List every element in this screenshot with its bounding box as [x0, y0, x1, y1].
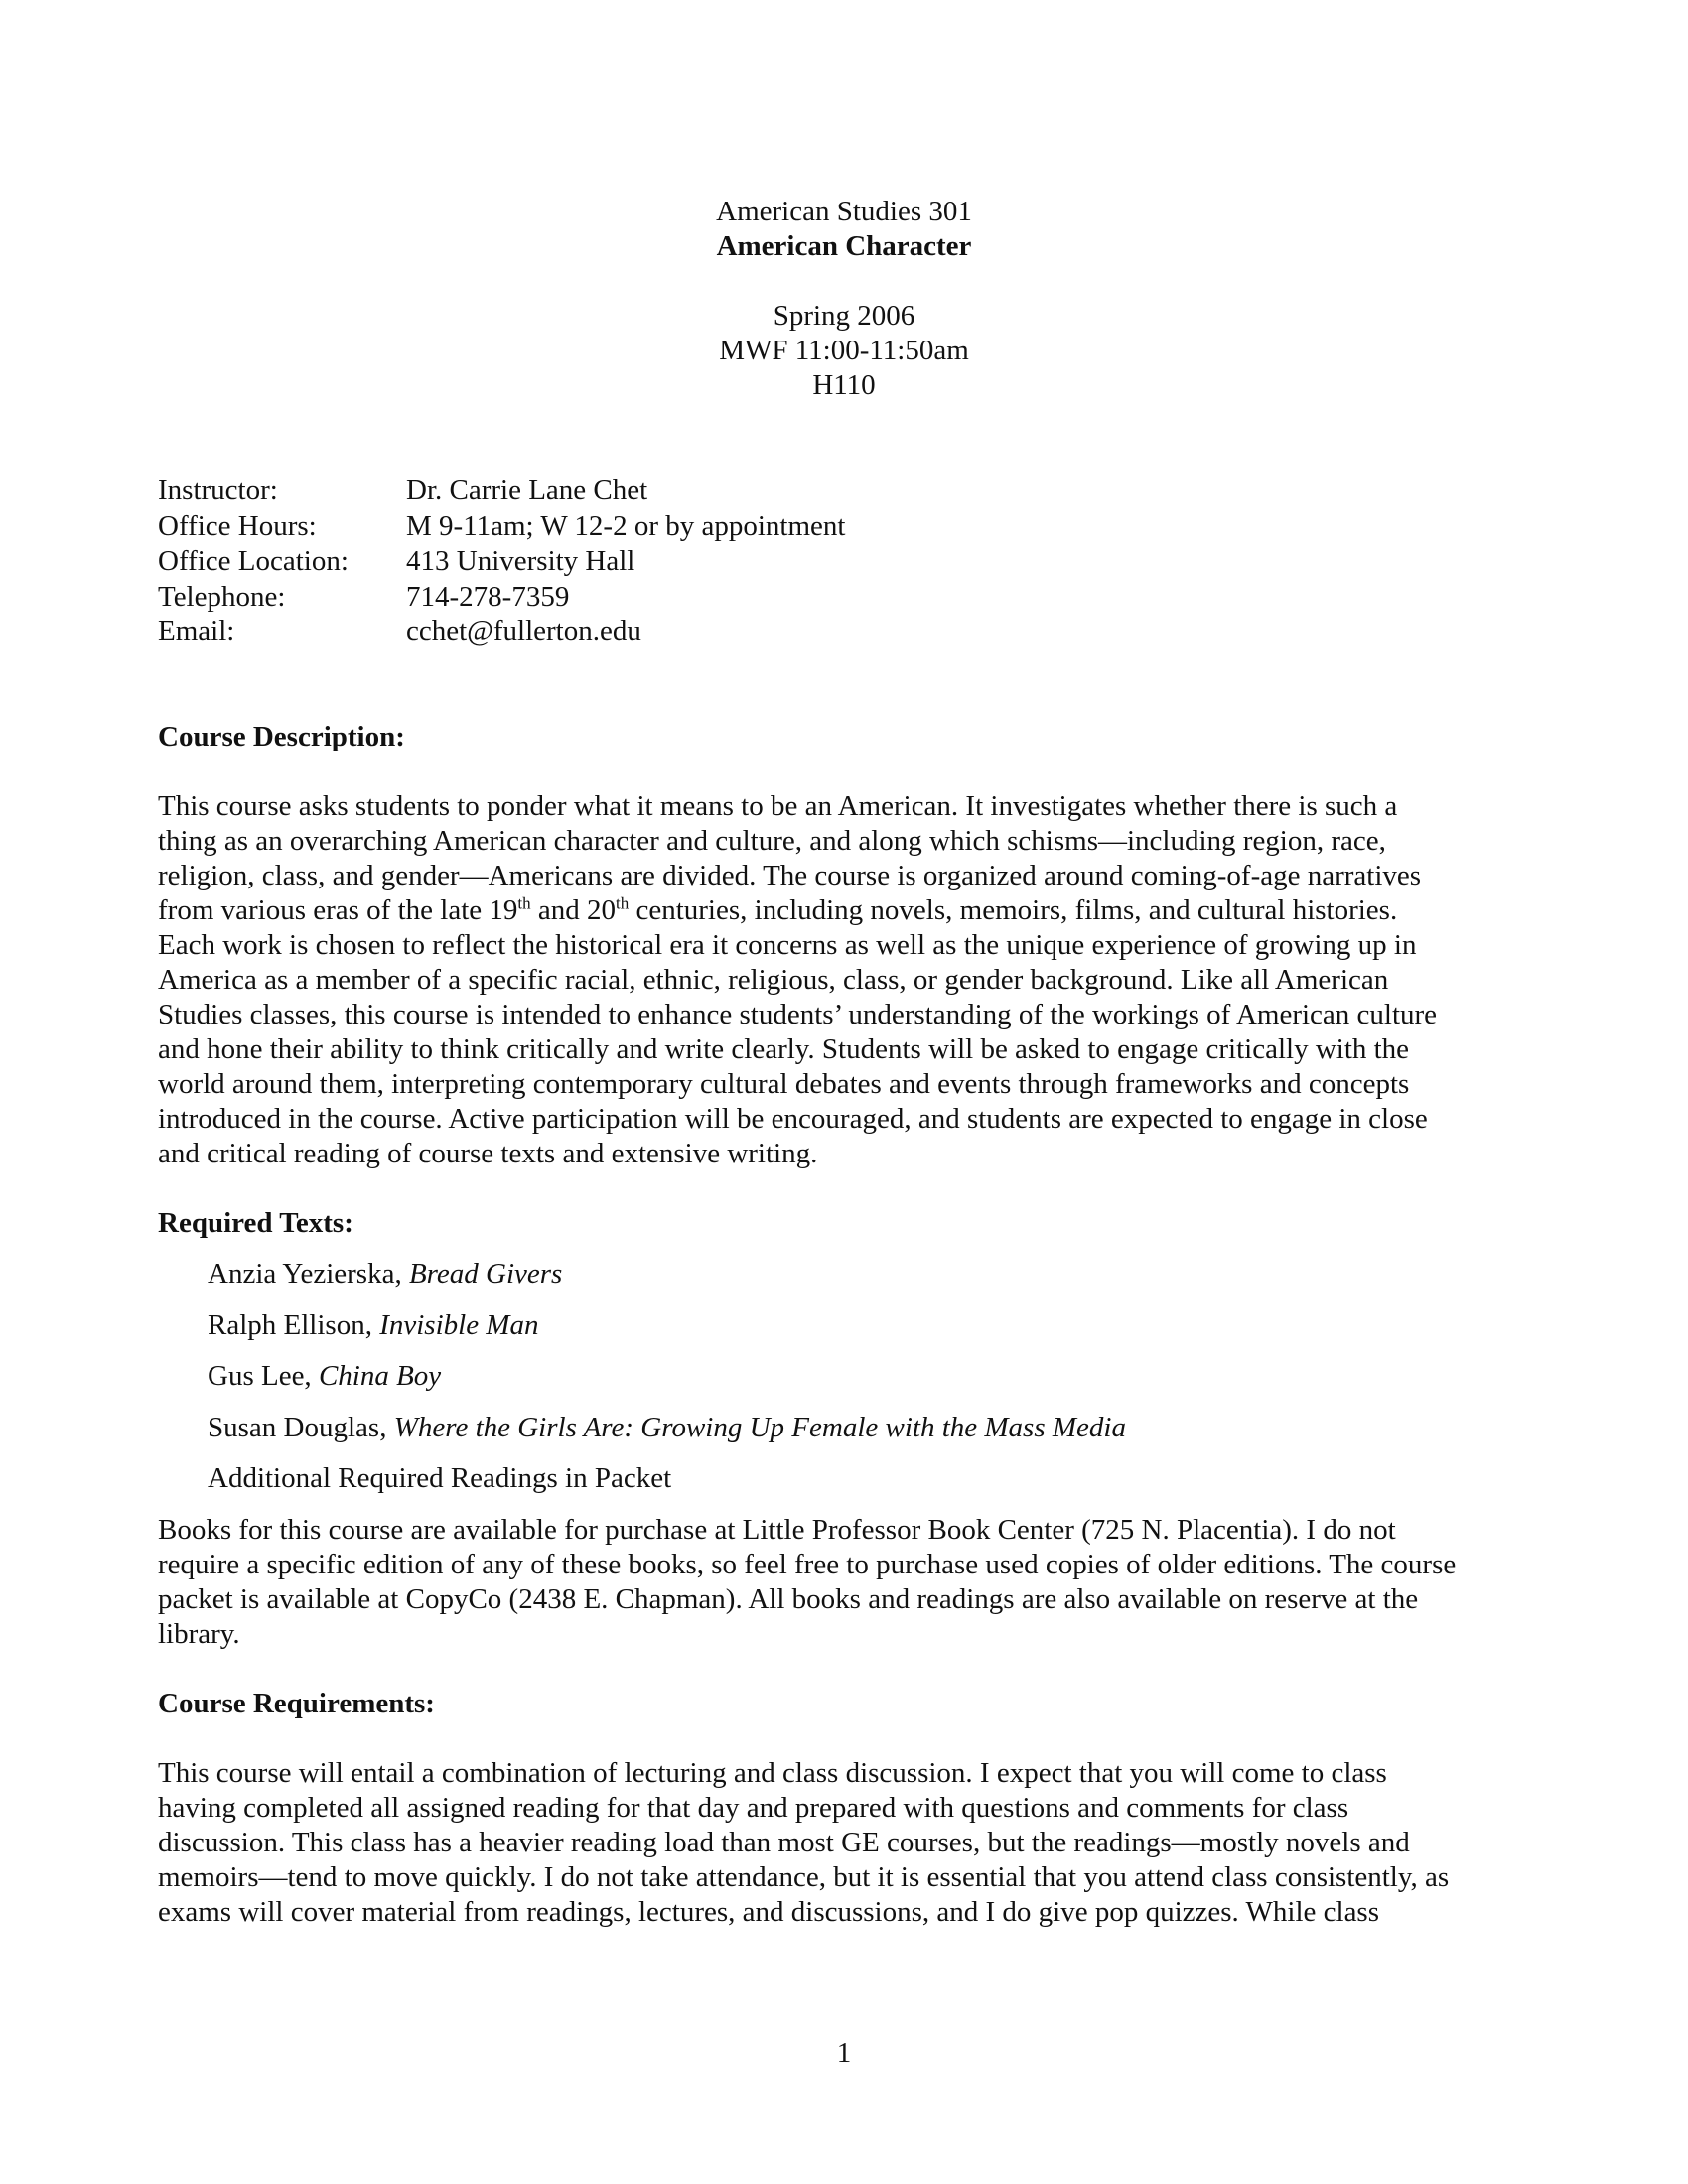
text-author: Ralph Ellison,	[208, 1308, 380, 1341]
paragraph-line: thing as an overarching American character and culture, and along which schisms—including region, race,	[158, 825, 1386, 857]
line-text: from various eras of the late 19	[158, 894, 518, 926]
required-texts-heading: Required Texts:	[158, 1207, 353, 1239]
paragraph-line	[158, 893, 1538, 928]
paragraph-line: Each work is chosen to reflect the historical era it concerns as well as the unique experience of growing up in	[158, 929, 1417, 961]
page-number: 1	[836, 2037, 852, 2069]
paragraph-line: Books for this course are available for purchase at Little Professor Book Center (725 N. Placentia). I do not	[158, 1513, 1396, 1546]
info-value: M 9-11am; W 12-2 or by appointment	[406, 509, 846, 542]
list-item	[208, 1359, 1538, 1394]
paragraph-line: packet is available at CopyCo (2438 E. Chapman). All books and readings are also available on reserve at the	[158, 1582, 1419, 1615]
info-label: Office Location:	[158, 545, 349, 577]
course-requirements-heading: Course Requirements:	[158, 1687, 435, 1719]
section-spacer	[158, 754, 1538, 789]
line-text: centuries, including novels, memoirs, films, and cultural histories.	[629, 894, 1398, 926]
paragraph-line: having completed all assigned reading for that day and prepared with questions and comments for class	[158, 1791, 1349, 1824]
paragraph-line: discussion. This class has a heavier reading load than most GE courses, but the readings—mostly novels and	[158, 1826, 1410, 1858]
paragraph-line: require a specific edition of any of these books, so feel free to purchase used copies of older editions. The course	[158, 1548, 1457, 1580]
info-row-office-hours	[158, 509, 845, 545]
syllabus-body	[158, 720, 1538, 1930]
list-item	[208, 1257, 1538, 1292]
text-author: Anzia Yezierska,	[208, 1258, 409, 1290]
info-value: 413 University Hall	[406, 545, 635, 577]
text-title: China Boy	[318, 1360, 442, 1392]
section-spacer	[158, 1652, 1538, 1687]
course-term: Spring 2006	[773, 300, 915, 332]
text-author: Additional Required Readings in Packet	[208, 1462, 672, 1494]
info-label: Telephone:	[158, 580, 286, 613]
section-spacer	[158, 1171, 1538, 1206]
paragraph-line: library.	[158, 1617, 240, 1650]
paragraph-line: America as a member of a specific racial, ethnic, religious, class, or gender background. Like all American	[158, 964, 1389, 996]
instructor-info	[158, 474, 845, 650]
paragraph-line: introduced in the course. Active participation will be encouraged, and students are expected to engage in close	[158, 1103, 1428, 1135]
list-item	[208, 1308, 1538, 1343]
info-row-office-location	[158, 544, 845, 580]
info-value: Dr. Carrie Lane Chet	[406, 475, 648, 506]
paragraph-line: and critical reading of course texts and extensive writing.	[158, 1138, 818, 1169]
course-schedule: MWF 11:00-11:50am	[719, 335, 969, 366]
paragraph-line: and hone their ability to think critically and write clearly. Students will be asked to engage critically with the	[158, 1033, 1410, 1065]
paragraph-line: This course will entail a combination of lecturing and class discussion. I expect that you will come to class	[158, 1756, 1387, 1789]
course-requirements-paragraph	[158, 1756, 1538, 1930]
paragraph-line: religion, class, and gender—Americans are divided. The course is organized around coming-of-age narratives	[158, 860, 1422, 891]
info-label: Instructor:	[158, 475, 278, 506]
info-value: 714-278-7359	[406, 580, 570, 613]
text-title: Invisible Man	[379, 1308, 539, 1341]
line-text: and 20	[530, 894, 616, 926]
paragraph-line: memoirs—tend to move quickly. I do not take attendance, but it is essential that you attend class consistently, as	[158, 1860, 1450, 1893]
required-texts-list	[158, 1257, 1538, 1496]
course-title: American Character	[716, 230, 972, 262]
info-label: Email:	[158, 615, 235, 647]
superscript: th	[615, 893, 630, 913]
superscript: th	[517, 893, 531, 913]
email-link[interactable]: cchet@fullerton.edu	[406, 615, 641, 647]
course-description-paragraph	[158, 789, 1538, 1171]
section-spacer	[158, 1721, 1538, 1756]
info-label: Office Hours:	[158, 509, 317, 542]
text-author: Susan Douglas,	[208, 1411, 394, 1443]
paragraph-line: world around them, interpreting contemporary cultural debates and events through frameworks and concepts	[158, 1068, 1410, 1100]
paragraph-line: This course asks students to ponder what it means to be an American. It investigates whether there is such a	[158, 790, 1398, 822]
list-item	[208, 1461, 1538, 1496]
course-room: H110	[812, 369, 876, 401]
books-availability-paragraph	[158, 1513, 1538, 1652]
text-title: Bread Givers	[408, 1258, 563, 1290]
section-spacer	[158, 1241, 1538, 1257]
text-title: Where the Girls Are: Growing Up Female with the Mass Media	[393, 1411, 1126, 1443]
course-header	[0, 195, 1688, 403]
paragraph-line: exams will cover material from readings, lectures, and discussions, and I do give pop quizzes. While class	[158, 1895, 1380, 1928]
text-author: Gus Lee,	[208, 1360, 319, 1392]
header-gap	[0, 264, 1688, 299]
info-row-instructor	[158, 474, 845, 509]
course-code: American Studies 301	[716, 196, 972, 227]
list-item	[208, 1411, 1538, 1445]
info-row-email	[158, 614, 845, 650]
info-row-telephone	[158, 580, 845, 615]
paragraph-line: Studies classes, this course is intended to enhance students’ understanding of the workings of American culture	[158, 999, 1438, 1030]
course-description-heading: Course Description:	[158, 721, 405, 752]
